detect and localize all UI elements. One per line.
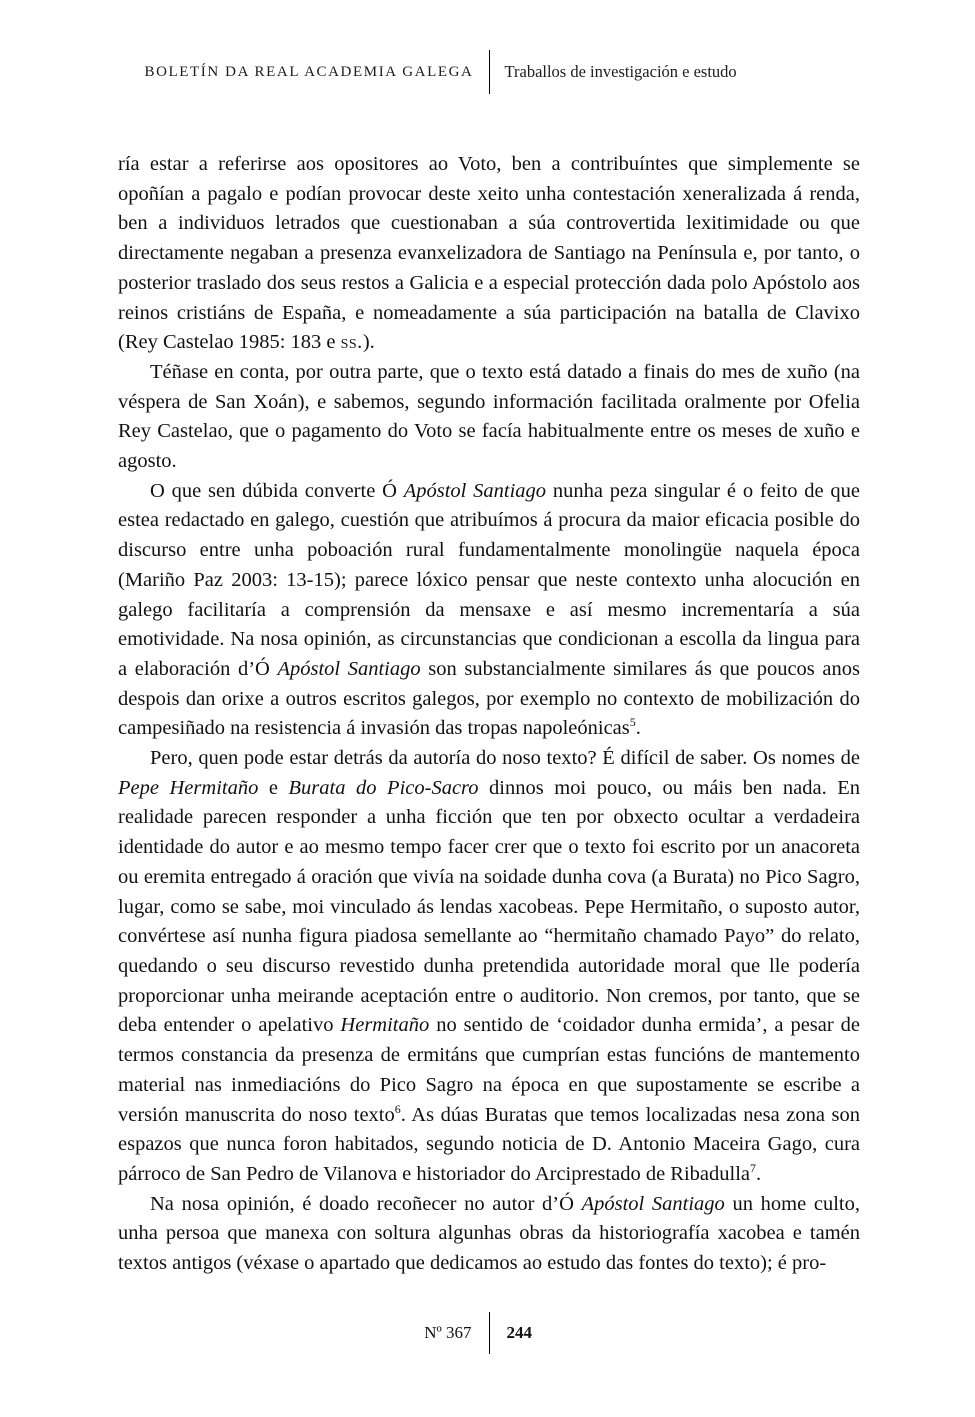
page-header <box>118 50 860 94</box>
text-run: Na nosa opinión, é doado recoñecer no autor d’Ó <box>150 1192 582 1215</box>
text-run: Apóstol Santiago <box>403 479 547 502</box>
section-title: Traballos de investigación e estudo <box>504 62 737 81</box>
text-run: Téñase en conta, por outra parte, que o texto está datado a finais do mes de xuño (na véspera de San Xoán), e sabemos, segundo información facilitada oralmente por Ofelia Rey Castelao, que o pagamento do Voto se facía habitualmente entre os meses de xuño e agosto. <box>118 360 860 473</box>
journal-title: BOLETÍN DA REAL ACADEMIA GALEGA <box>144 63 474 80</box>
text-run: Apóstol Santiago <box>277 657 421 680</box>
text-run: dinnos moi pouco, ou máis ben nada. En realidade parecen responder a unha ficción que ten por obxecto ocultar a verdadeira identidade do autor e ao mesmo tempo facer crer que o texto foi escrito por un anacoreta ou eremita entregado á oración que vivía na soidade dunha cova (a Burata) no Pico Sagro, lugar, como se sabe, moi vinculado ás lendas xacobeas. Pepe Hermitaño, o suposto autor, convértese así nunha figura piadosa semellante ao “hermitaño chamado Payo” do relato, quedando o seu discurso revestido dunha pretendida autoridade moral que lle podería proporcionar unha meirande aceptación entre o auditorio. Non cremos, por tanto, que se deba entender o apelativo <box>118 776 861 1037</box>
paragraph <box>118 744 860 1190</box>
text-run: ). <box>362 331 375 354</box>
text-run: Apóstol Santiago <box>581 1192 725 1215</box>
text-run: ría estar a referirse aos opositores ao Voto, ben a contribuíntes que simplemente se opoñían a pagalo e podían provocar deste xeito unha contestación xeneralizada á renda, ben a individuos letrados que cuestionaban a súa controvertida lexitimidade ou que directamente negaban a presenza evanxelizadora de Santiago na Península e, por tanto, o posterior traslado dos seus restos a Galicia e a especial protección dada polo Apóstolo aos reinos cristiáns de España, e nomeadamente a súa participación na batalla de Clavixo (Rey Castelao 1985: 183 e <box>118 153 860 354</box>
text-run: e <box>258 776 289 799</box>
text-run: Pero, quen pode estar detrás da autoría do noso texto? É difícil de saber. Os nomes de <box>150 747 860 770</box>
text-run: . <box>635 717 641 740</box>
body-text <box>118 150 860 1279</box>
paragraph <box>118 358 860 477</box>
text-run: Hermitaño <box>340 1014 430 1037</box>
footnote-marker: 7 <box>750 1161 757 1176</box>
text-run: . <box>756 1162 762 1185</box>
text-run: . As dúas Buratas que temos localizadas nesa zona son espazos que nunca foron habitados, segundo noticia de D. Antonio Maceira Gago, cura párroco de San Pedro de Vilanova e historiador do Arciprestado de Ribadulla <box>118 1103 860 1185</box>
text-run: Pepe Hermitaño <box>118 776 259 799</box>
text-run: son substancialmente similares ás que poucos anos despois dan orixe a outros escritos galegos, por exemplo no contexto de mobilización do campesiñado na resistencia á invasión das tropas napoleónicas <box>118 657 860 740</box>
text-run: nunha peza singular é o feito de que estea redactado en galego, cuestión que atribuímos á procura da maior eficacia posible do discurso entre unha poboación rural fundamentalmente monolingüe naquela época (Mariño Paz 2003: 13-15); parece lóxico pensar que neste contexto unha alocución en galego facilitaría a comprensión da mensaxe e así mesmo incrementaría a súa emotividade. Na nosa opinión, as circunstancias que condicionan a escolla da lingua para a elaboración d’Ó <box>118 479 860 680</box>
paragraph <box>118 477 860 744</box>
page-number: 244 <box>506 1323 532 1342</box>
text-run: ss. <box>340 331 363 354</box>
text-run: Burata do Pico-Sacro <box>288 776 479 799</box>
page-footer <box>118 1312 860 1354</box>
footnote-marker: 5 <box>629 715 636 730</box>
text-run: un home culto, unha persoa que manexa con soltura algunhas obras da historiografía xacobea e tamén textos antigos (véxase o apartado que dedicamos ao estudo das fontes do texto); é pro- <box>118 1192 860 1275</box>
footnote-marker: 6 <box>394 1101 401 1116</box>
text-run: O que sen dúbida converte Ó <box>150 479 404 502</box>
paragraph <box>118 150 860 358</box>
text-run: no sentido de ‘coidador dunha ermida’, a pesar de termos constancia da presenza de ermitáns que cumprían estas funcións de mantemento material nas inmediacións do Pico Sagro na época en que supostamente se escribe a versión manuscrita do noso texto <box>118 1014 860 1126</box>
paragraph <box>118 1190 860 1279</box>
issue-number: Nº 367 <box>424 1323 472 1342</box>
